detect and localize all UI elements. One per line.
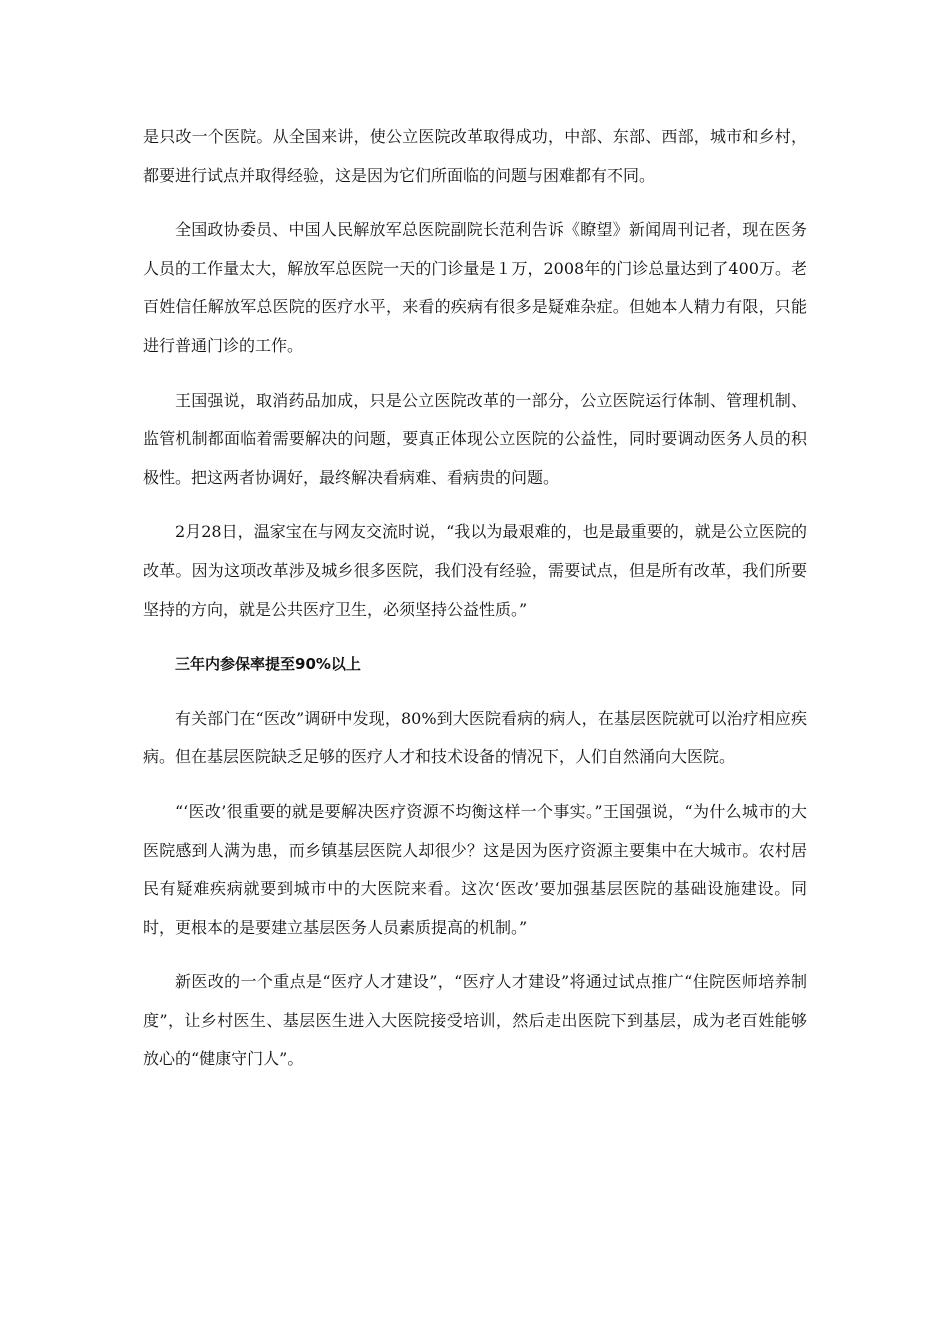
- paragraph-resources: “‘医改’很重要的就是要解决医疗资源不均衡这样一个事实。”王国强说，“为什么城市的大医院感到人满为患，而乡镇基层医院人却很少？这是因为医疗资源主要集中在大城市。农村居民有疑难疾病就要到城市中的大医院来看。这次‘医改’要加强基层医院的基础设施建设。同时，更根本的是要建立基层医务人员素质提高的机制。”: [143, 801, 807, 937]
- section-heading: 三年内参保率提至90%以上: [175, 655, 361, 674]
- paragraph-wang-guoqiang-drug: 王国强说，取消药品加成，只是公立医院改革的一部分，公立医院运行体制、管理机制、监管机制都面临着需要解决的问题，要真正体现公立医院的公益性，同时要调动医务人员的积极性。把这两者协调好，最终解决看病难、看病贵的问题。: [143, 390, 807, 487]
- paragraph-talent: 新医改的一个重点是“医疗人才建设”，“医疗人才建设”将通过试点推广“住院医师培养制度”，让乡村医生、基层医生进入大医院接受培训，然后走出医院下到基层，成为老百姓能够放心的“健康守门人”。: [143, 972, 807, 1069]
- paragraph-fan-li: 全国政协委员、中国人民解放军总医院副院长范利告诉《瞭望》新闻周刊记者，现在医务人员的工作量太大，解放军总医院一天的门诊量是１万，2008年的门诊总量达到了400万。老百姓信任解放军总医院的医疗水平，来看的疾病有很多是疑难杂症。但她本人精力有限，只能进行普通门诊的工作。: [143, 220, 807, 355]
- paragraph-wen-jiabao: 2月28日，温家宝在与网友交流时说，“我以为最艰难的，也是最重要的，就是公立医院的改革。因为这项改革涉及城乡很多医院，我们没有经验，需要试点，但是所有改革，我们所要坚持的方向，就是公共医疗卫生，必须坚持公益性质。”: [143, 522, 807, 619]
- paragraph-survey: 有关部门在“医改”调研中发现，80%到大医院看病的病人，在基层医院就可以治疗相应疾病。但在基层医院缺乏足够的医疗人才和技术设备的情况下，人们自然涌向大医院。: [143, 708, 807, 767]
- paragraph-continued: 是只改一个医院。从全国来讲，使公立医院改革取得成功，中部、东部、西部，城市和乡村，都要进行试点并取得经验，这是因为它们所面临的问题与困难都有不同。: [143, 127, 807, 185]
- document-page: [143, 118, 807, 1095]
